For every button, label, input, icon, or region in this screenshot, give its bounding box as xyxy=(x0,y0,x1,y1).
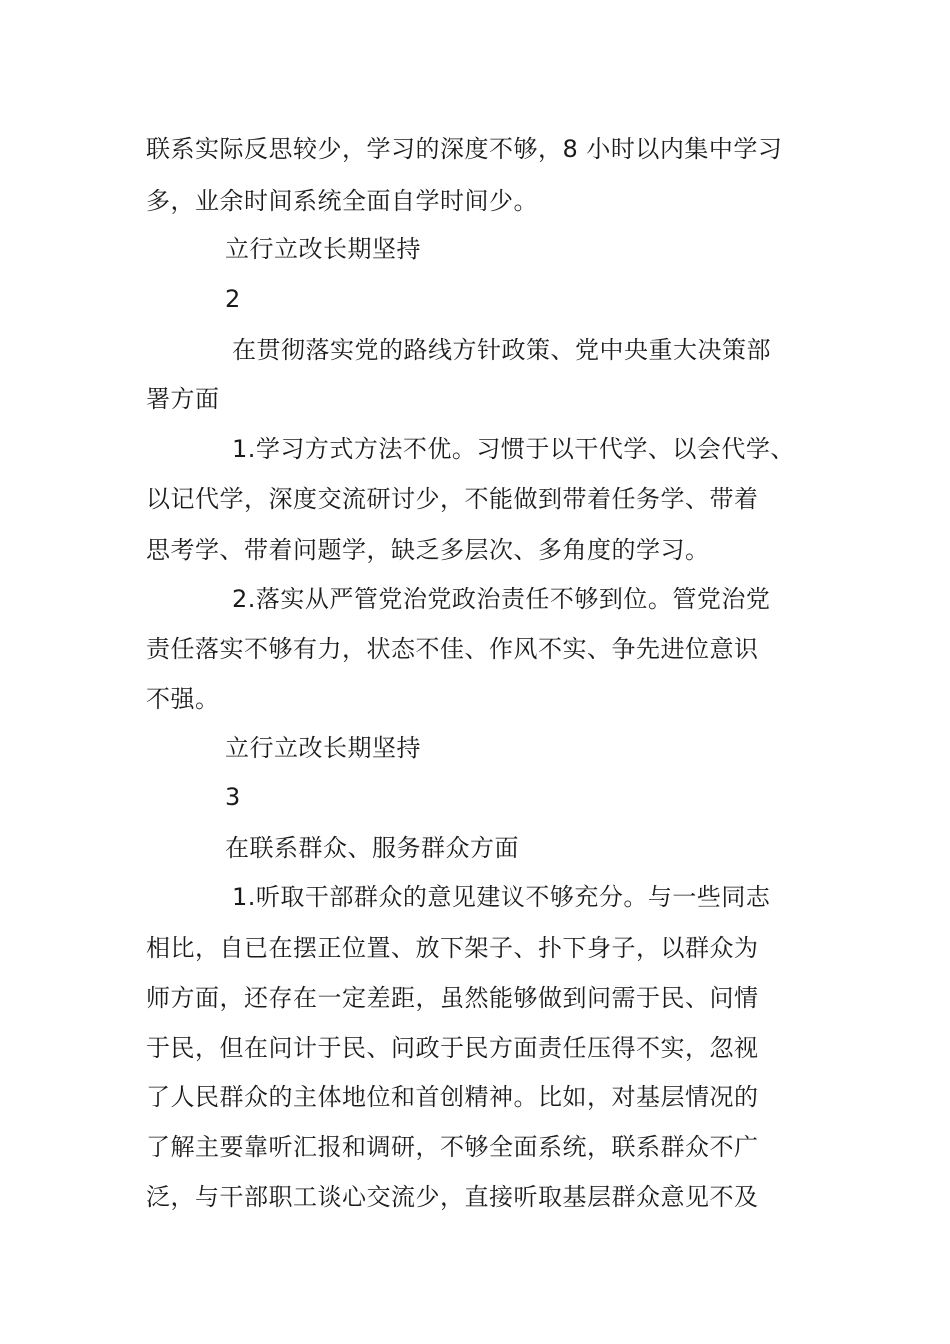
text-line-12: 不强。 xyxy=(146,685,220,713)
text-line-19: 于民，但在问计于民、问政于民方面责任压得不实，忽视 xyxy=(146,1034,759,1062)
text-line-16: 1.听取干部群众的意见建议不够充分。与一些同志 xyxy=(232,883,771,911)
text-line-17: 相比，自已在摆正位置、放下架子、扑下身子，以群众为 xyxy=(146,934,759,962)
text-line-11: 责任落实不够有力，状态不佳、作风不实、争先进位意识 xyxy=(146,635,759,663)
text-line-8: 以记代学，深度交流研讨少，不能做到带着任务学、带着 xyxy=(146,485,759,513)
text-line-2: 多，业余时间系统全面自学时间少。 xyxy=(146,187,538,215)
text-line-10: 2.落实从严管党治党政治责任不够到位。管党治党 xyxy=(232,585,771,613)
text-line-21: 了解主要靠听汇报和调研，不够全面系统，联系群众不广 xyxy=(146,1133,759,1161)
text-line-3: 立行立改长期坚持 xyxy=(225,235,421,263)
text-line-4: 2 xyxy=(225,285,241,313)
text-line-18: 师方面，还存在一定差距，虽然能够做到问需于民、问情 xyxy=(146,984,759,1012)
text-line-20: 了人民群众的主体地位和首创精神。比如，对基层情况的 xyxy=(146,1083,759,1111)
text-line-14: 3 xyxy=(225,783,241,811)
text-line-1: 联系实际反思较少，学习的深度不够，8 小时以内集中学习 xyxy=(146,135,783,163)
text-line-7: 1.学习方式方法不优。习惯于以干代学、以会代学、 xyxy=(232,435,795,463)
text-line-5: 在贯彻落实党的路线方针政策、党中央重大决策部 xyxy=(232,336,771,364)
text-line-13: 立行立改长期坚持 xyxy=(225,734,421,762)
text-line-22: 泛，与干部职工谈心交流少，直接听取基层群众意见不及 xyxy=(146,1183,759,1211)
text-line-9: 思考学、带着问题学，缺乏多层次、多角度的学习。 xyxy=(146,536,710,564)
text-line-6: 署方面 xyxy=(146,385,220,413)
text-line-15: 在联系群众、服务群众方面 xyxy=(225,834,519,862)
